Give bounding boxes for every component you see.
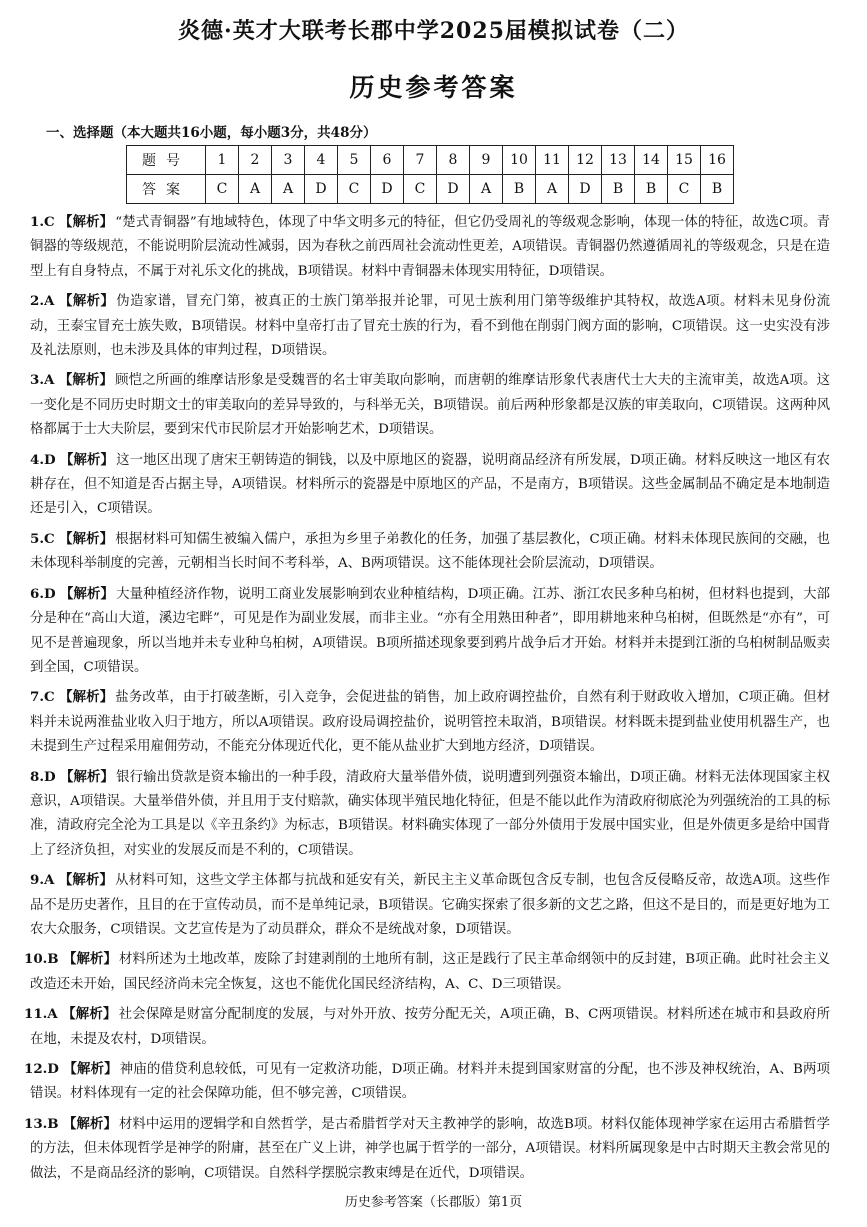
- item-number: 6.D: [30, 585, 56, 602]
- item-number: 5.C: [30, 530, 55, 547]
- explanation-text: 银行输出贷款是资本输出的一种手段，清政府大量举借外债，说明遭到列强资本输出，D项正确。材料无法体现国家主权意识，A项错误。大量举借外债，并且用于支付赔款，确实体现半殖民地化特征，但是不能以此作为清政府彻底沦为列强统治的工具的标准，清政府完全沦为工具是以《辛丑条约》为标志，B项错误。材料确实体现了一部分外债用于发展中国实业，但是外债更多是给中国背上了经济负担，对实业的发展反而是不利的，C项错误。: [30, 769, 830, 858]
- answer-cell: A: [239, 175, 272, 204]
- question-number-cell: 10: [503, 146, 536, 175]
- answer-cell: D: [305, 175, 338, 204]
- explanation-text: 材料中运用的逻辑学和自然哲学，是古希腊哲学对天主教神学的影响，故选B项。材料仅能体现神学家在运用古希腊哲学的方法，但未体现哲学是神学的附庸，甚至在广义上讲，神学也属于哲学的一部分，A项错误。材料所属现象是中古时期天主教会常见的做法，不是商品经济的影响，C项错误。自然科学摆脱宗教束缚是在近代，D项错误。: [30, 1116, 831, 1181]
- item-number: 10.B: [24, 951, 59, 968]
- explanation-item: [30, 368, 830, 442]
- item-number: 13.B: [24, 1115, 59, 1132]
- explanation-item: [24, 1002, 831, 1052]
- answer-cell: D: [437, 175, 470, 204]
- explanation-text: 从材料可知，这些文学主体都与抗战和延安有关，新民主主义革命既包含反专制，也包含反侵略反帝，故选A项。这些作品不是历史著作，且目的在于宣传动员，而不是单纯记录，B项错误。它确实探索了很多新的文艺之路，但这不是目的，而是更好地为工农大众服务，C项错误。文艺宣传是为了动员群众，群众不是统战对象，D项错误。: [30, 873, 831, 937]
- explanation-text: 盐务改革，由于打破垄断，引入竞争，会促进盐的销售，加上政府调控盐价，自然有利于财政收入增加，C项正确。但材料并未说两淮盐业收入归于地方，所以A项错误。政府设局调控盐价，说明管控未取消，B项错误。材料既未提到盐业使用机器生产，也未提到生产过程采用雇佣劳动，不能充分体现近代化，更不能从盐业扩大到地方经济，D项错误。: [30, 690, 831, 755]
- explanation-item: [30, 868, 830, 942]
- answer-table-number-row: [127, 146, 734, 175]
- question-number-cell: 12: [569, 146, 602, 175]
- analysis-tag: 【解析】: [58, 372, 114, 389]
- answer-cell: D: [371, 175, 404, 204]
- analysis-tag: 【解析】: [59, 214, 114, 230]
- question-number-cell: 2: [239, 146, 272, 175]
- answer-table: [126, 145, 734, 204]
- explanation-text: 社会保障是财富分配制度的发展，与对外开放、按劳分配无关，A项正确，B、C两项错误。材料所述在城市和县政府所在地，未提及农村，D项错误。: [30, 1007, 831, 1047]
- question-number-cell: 11: [536, 146, 569, 175]
- item-number: 4.D: [30, 451, 56, 468]
- answer-cell: C: [338, 175, 371, 204]
- exam-header-title: 炎德·英才大联考长郡中学2025届模拟试卷（二）: [178, 18, 689, 44]
- question-number-cell: 3: [272, 146, 305, 175]
- analysis-tag: 【解析】: [59, 293, 115, 310]
- answer-cell: B: [503, 175, 536, 204]
- answer-cell: B: [602, 175, 635, 204]
- explanation-text: 根据材料可知儒生被编入儒户，承担为乡里子弟教化的任务，加强了基层教化，C项正确。材料未体现民族间的交融，也未体现科举制度的完善，元朝相当长时间不考科举，A、B两项错误。这不能体现社会阶层流动，D项错误。: [30, 531, 831, 572]
- answer-cell: A: [536, 175, 569, 204]
- analysis-tag: 【解析】: [58, 872, 114, 889]
- item-number: 1.C: [30, 214, 55, 230]
- question-number-cell: 14: [635, 146, 668, 175]
- answer-cell: C: [206, 175, 239, 204]
- analysis-tag: 【解析】: [62, 1006, 117, 1023]
- analysis-tag: 【解析】: [62, 951, 117, 968]
- item-number: 7.C: [30, 689, 55, 706]
- row-label-answer: 答案: [127, 175, 206, 204]
- question-number-cell: 15: [668, 146, 701, 175]
- row-label-number: 题号: [127, 146, 206, 175]
- explanation-item: [30, 765, 830, 864]
- analysis-tag: 【解析】: [59, 585, 115, 602]
- explanation-text: 大量种植经济作物，说明工商业发展影响到农业种植结构，D项正确。江苏、浙江农民多种乌桕树，但材料也提到，大部分是种在“高山大道，溪边宅畔”，可见是作为副业发展，而非主业。“亦有全用熟田种者”，即用耕地来种乌桕树，但既然是“亦有”，可见不是普遍现象，所以当地并未专业种乌桕树，A项错误。B项所描述现象要到鸦片战争后才开始。材料并未提到江浙的乌桕树制品贩卖到全国，C项错误。: [30, 586, 830, 675]
- answer-cell: C: [404, 175, 437, 204]
- page-footer: 历史参考答案（长郡版）第1页: [344, 1195, 523, 1210]
- explanation-text: 神庙的借贷利息较低，可见有一定救济功能，D项正确。材料并未提到国家财富的分配，也不涉及神权统治，A、B两项错误。材料体现有一定的社会保障功能，但不够完善，C项错误。: [30, 1062, 831, 1102]
- analysis-tag: 【解析】: [59, 451, 115, 468]
- explanation-text: “楚式青铜器”有地域特色，体现了中华文明多元的特征，但它仍受周礼的等级观念影响，体现一体的特征，故选C项。青铜器的等级规范，不能说明阶层流动性减弱，因为春秋之前西周社会流动性更差，A项错误。青铜器仍然遵循周礼的等级观念，只是在造型上有自身特点，不属于对礼乐文化的挑战，B项错误。材料中青铜器未体现实用特征，D项错误。: [30, 215, 830, 279]
- question-number-cell: 1: [206, 146, 239, 175]
- explanation-item: [30, 210, 830, 284]
- item-number: 3.A: [30, 372, 55, 389]
- answer-cell: C: [668, 175, 701, 204]
- explanation-list: [24, 210, 831, 1191]
- analysis-tag: 【解析】: [59, 530, 114, 547]
- document-title: 历史参考答案: [349, 73, 518, 102]
- explanation-item: [30, 527, 830, 577]
- explanation-item: [30, 289, 830, 363]
- explanation-text: 材料所述为土地改革，废除了封建剥削的土地所有制，这正是践行了民主革命纲领中的反封建，B项正确。此时社会主义改造还未开始，国民经济尚未完全恢复，这也不能优化国民经济结构，A、C、D三项错误。: [30, 952, 831, 992]
- explanation-text: 顾恺之所画的维摩诘形象是受魏晋的名士审美取向影响，而唐朝的维摩诘形象代表唐代士大夫的主流审美，故选A项。这一变化是不同历史时期文士的审美取向的差异导致的，与科举无关，B项错误。前后两种形象都是汉族的审美取向，C项错误。这两种风格都属于士大夫阶层，要到宋代市民阶层才开始影响艺术，D项错误。: [30, 373, 831, 438]
- question-number-cell: 8: [437, 146, 470, 175]
- item-number: 2.A: [30, 293, 55, 310]
- answer-cell: A: [272, 175, 305, 204]
- item-number: 9.A: [30, 872, 55, 889]
- answer-cell: D: [569, 175, 602, 204]
- explanation-text: 这一地区出现了唐宋王朝铸造的铜钱，以及中原地区的瓷器，说明商品经济有所发展，D项正确。材料反映这一地区有农耕存在，但不知道是否占据主导，A项错误。材料所示的瓷器是中原地区的产品，不是南方，B项错误。这些金属制品不确定是本地制造还是引入，C项错误。: [30, 452, 830, 517]
- explanation-text: 伪造家谱，冒充门第，被真正的士族门第举报并论罪，可见士族利用门第等级维护其特权，故选A项。材料未见身份流动，王泰宝冒充士族失败，B项错误。材料中皇帝打击了冒充士族的行为，看不到他在削弱门阀方面的影响，C项错误。这一史实没有涉及礼法原则，也未涉及具体的审判过程，D项错误。: [30, 294, 831, 359]
- answer-cell: A: [470, 175, 503, 204]
- question-number-cell: 13: [602, 146, 635, 175]
- item-number: 8.D: [30, 768, 56, 785]
- question-number-cell: 6: [371, 146, 404, 175]
- item-number: 12.D: [24, 1061, 59, 1077]
- answer-cell: B: [701, 175, 734, 204]
- explanation-item: [24, 1057, 831, 1107]
- explanation-item: [24, 1112, 831, 1186]
- analysis-tag: 【解析】: [62, 1115, 117, 1132]
- analysis-tag: 【解析】: [59, 768, 115, 785]
- question-number-cell: 9: [470, 146, 503, 175]
- answer-cell: B: [635, 175, 668, 204]
- question-number-cell: 16: [701, 146, 734, 175]
- explanation-item: [24, 947, 831, 997]
- answer-table-answer-row: [127, 175, 734, 204]
- analysis-tag: 【解析】: [63, 1061, 118, 1077]
- explanation-item: [30, 685, 830, 759]
- question-number-cell: 5: [338, 146, 371, 175]
- item-number: 11.A: [24, 1006, 58, 1023]
- section-heading: 一、选择题（本大题共16小题，每小题3分，共48分）: [46, 125, 377, 141]
- analysis-tag: 【解析】: [59, 689, 114, 706]
- question-number-cell: 4: [305, 146, 338, 175]
- explanation-item: [30, 448, 830, 522]
- explanation-item: [30, 582, 830, 681]
- question-number-cell: 7: [404, 146, 437, 175]
